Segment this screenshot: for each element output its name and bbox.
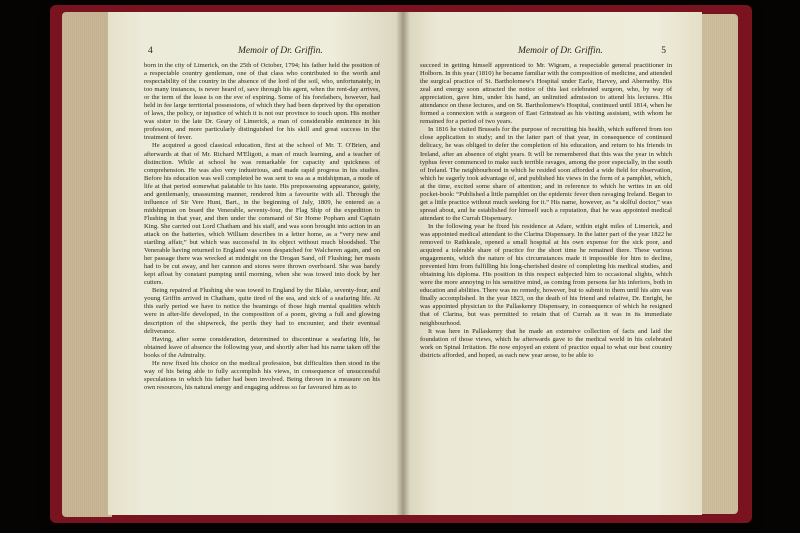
- paragraph: Being repaired at Flushing she was towed to England by the Blake, seventy-four, and young Griffin arrived in Chatham, quite tired of the sea, and sick of a seafaring life. At this early period we have to notice the beamings of those high mental qualities which were in after-life developed, in the composition of a poem, giving a full and glowing description of the shipwreck, the perils they had to encounter, and their eventual deliverance.: [144, 287, 380, 335]
- left-page-body: [144, 62, 380, 497]
- right-page-body: [420, 62, 672, 497]
- paragraph: He now fixed his choice on the medical profession, but difficulties then stood in the way of his being able to fully accomplish his views, in consequence of unsuccessful speculations in which his father had been involved. Being thrown in a measure on his own resources, his natural energy and engaging address so far favoured him as to: [144, 359, 380, 391]
- left-page: [108, 12, 406, 515]
- page-edges-right: [698, 14, 738, 514]
- right-page: [402, 12, 702, 515]
- paragraph: Having, after some consideration, determined to discontinue a seafaring life, he obtained leave of absence the following year, and shortly after had his name taken off the books of the Admiralty.: [144, 335, 380, 359]
- paragraph: It was here in Pallaskenry that he made an extensive collection of facts and laid the foundation of those views, which he afterwards gave to the medical world in his celebrated work on Spinal Irritation. He now enjoyed an extent of practice equal to what our best country districts afforded, and hoped, as each new year arose, to be able to: [420, 327, 672, 359]
- left-running-head: Memoir of Dr. Griffin.: [238, 46, 323, 56]
- left-page-number: 4: [148, 46, 153, 56]
- right-page-number: 5: [661, 46, 666, 56]
- right-running-head: Memoir of Dr. Griffin.: [518, 46, 603, 56]
- paragraph: He acquired a good classical education, first at the school of Mr. T. O'Brien, and afterwards at that of Mr. Richard M'Eligott, a man of much learning, and a teacher of distinction. While at school he was remarkable for capacity and quickness of comprehension. He was also very industrious, and made rapid progress in his studies. Before his education was well completed he was sent to sea as a midshipman, a mode of life at that period somewhat palatable to his taste. His prepossessing appearance, gaiety, and gentlemanly, unassuming manner, rendered him a favourite with all. Through the influence of Sir Vere Hunt, Bart., in the beginning of July, 1809, he entered as a midshipman on board the Venerable, seventy-four, the Flag Ship of the expedition to Flushing in that year, and then under the command of Sir Home Popham and Captain King. She carried out Lord Chatham and his staff, and was soon brought into action in an attack on the batteries, which William describes in a letter home, as a “very new and startling affair,” but which was successful in its object without much bloodshed. The Venerable having returned to England was soon despatched for Walcheren again, and on her passage there was wrecked at midnight on the Drogan Sand, off Flushing; her masts had to be cut away, and her cannon and stores were thrown overboard. She was barely kept afloat by constant pumping until morning, when she was towed into dock by her cutters.: [144, 142, 380, 287]
- paragraph: born in the city of Limerick, on the 25th of October, 1794; his father held the position of a respectable country gentleman, one of that class who contributed to the worth and respectability of the country in the absence of the lord of the soil, who, unfortunately, in too many instances, is never heard of, save through his agent, when the rent-day arrives, or the term of the lease is on the eve of expiring. Some of his forefathers, however, had held in fee large territorial possessions, of which they had been deprived by the operation of laws, the policy, or injustice of which it is not our province to touch upon. His mother was sister to the late Dr. Geary of Limerick, a man of considerable eminence in his profession, and more particularly distinguished for his skill and great success in the treatment of fever.: [144, 62, 380, 142]
- paragraph: In the following year he fixed his residence at Adare, within eight miles of Limerick, and was appointed medical attendant to the Clarina Dispensary. In the latter part of the year 1822 he removed to Rathkeale, opened a small hospital at his own expense for the sick poor, and acquired a tolerable share of practice for the short time he remained there. These various engagements, which the nature of his circumstances made it impossible for him to decline, prevented him from fulfilling his long-cherished desire of completing his medical studies, and obtaining his diploma. His position in this respect subjected him to occasional slights, which were the more annoying to his sensitive mind, as coming from persons far his inferiors, both in education and abilities. There was no remedy, however, but to submit to them until his aim was finally accomplished. In the year 1823, on the death of his friend and relative, Dr. Enright, he was appointed physician to the Pallaskenry Dispensary, in consequence of which he resigned that of Clarina, but was permitted to retain that of Currah as it was in its immediate neighbourhood.: [420, 222, 672, 327]
- book-gutter: [396, 12, 410, 515]
- paragraph: succeed in getting himself apprenticed to Mr. Wigram, a respectable general practitioner in Holborn. In this year (1810) he became familiar with the composition of medicine, and attended the surgical practice of St. Bartholomew's Hospital under Earle, Harvey, and Abernethy. His zeal and energy soon attracted the notice of this last celebrated surgeon, who, by way of appreciation, gave him, under his hand, an unlimited admission to attend his lectures. His attendance on these lectures, and on St. Bartholomew's Hospital, continued until 1814, when he formed a connexion with a surgeon of East Grinstead as his visiting assistant, with whom he remained for a period of two years.: [420, 62, 672, 126]
- page-edges-left: [62, 12, 112, 517]
- paragraph: In 1816 he visited Brussels for the purpose of recruiting his health, which suffered from too close application to study; and in the latter part of that year, in consequence of continued delicacy, he was obliged to defer the completion of his education, and return to his friends in Ireland, after an absence of eight years. It will be remembered that this was the year in which typhus fever commenced to make such terrible ravages, among the poor especially, in the south of Ireland. The neighbourhood in which he resided soon afforded a wide field for observation, which he eagerly took advantage of, and published his views in the form of a pamphlet, which, at the time, excited some share of attention; and in reference to which he writes in an old pocket-book: “Published a little pamphlet on the epidemic fever then ravaging Ireland. Began to get a little practice without much seeking for it.” His name, however, as “a skilful doctor,” was spread about, and he established for himself such a reputation, that he was appointed medical attendant to the Currah Dispensary.: [420, 126, 672, 222]
